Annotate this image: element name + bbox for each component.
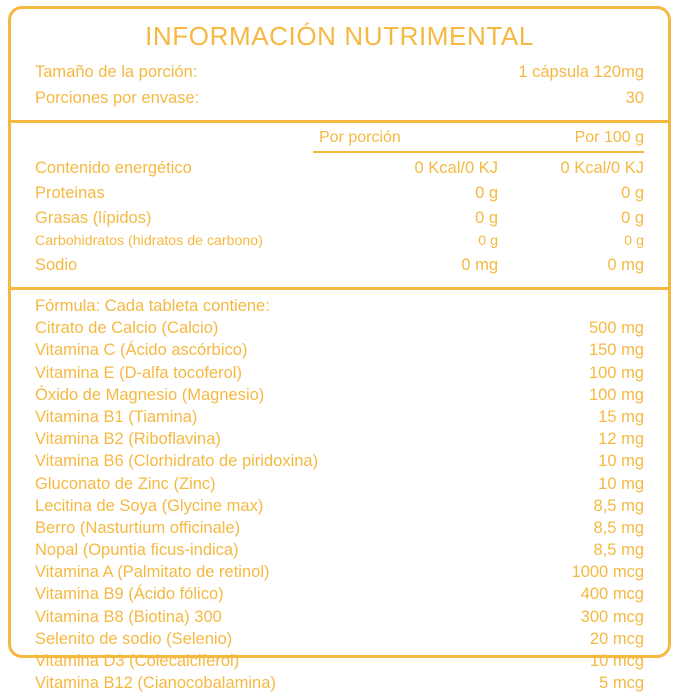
list-item xyxy=(35,583,644,605)
ingredient-amount: 100 mg xyxy=(588,363,644,382)
nutrient-per-100g: 0 g xyxy=(621,209,644,228)
nutrition-table xyxy=(11,129,668,278)
ingredient-name: Nopal (Opuntia ficus-indica) xyxy=(35,541,239,560)
nutrition-header-blank xyxy=(35,129,313,153)
ingredient-name: Vitamina D3 (Colecalciferol) xyxy=(35,652,240,671)
list-item xyxy=(35,539,644,561)
page-title: INFORMACIÓN NUTRIMENTAL xyxy=(145,21,534,51)
ingredient-name: Óxido de Magnesio (Magnesio) xyxy=(35,385,265,404)
table-row xyxy=(35,206,644,231)
ingredient-amount: 12 mg xyxy=(598,430,644,449)
nutrition-facts-panel xyxy=(8,6,671,693)
nutrient-per-serving: 0 Kcal/0 KJ xyxy=(414,159,498,178)
ingredient-amount: 8,5 mg xyxy=(593,541,644,560)
table-row xyxy=(35,156,644,181)
nutrient-per-serving: 0 g xyxy=(475,209,498,228)
ingredient-name: Vitamina B12 (Cianocobalamina) xyxy=(35,674,276,693)
ingredient-amount: 10 mg xyxy=(598,474,644,493)
servings-per-container-row xyxy=(35,86,644,112)
divider-top xyxy=(11,120,668,123)
list-item xyxy=(35,384,644,406)
nutrient-per-100g: 0 mg xyxy=(607,255,644,274)
list-item xyxy=(35,450,644,472)
table-row xyxy=(35,253,644,278)
ingredient-name: Vitamina E (D-alfa tocoferol) xyxy=(35,363,242,382)
ingredient-name: Citrato de Calcio (Calcio) xyxy=(35,319,219,338)
ingredient-name: Vitamina B8 (Biotina) 300 xyxy=(35,607,222,626)
list-item xyxy=(35,606,644,628)
serving-size-label: Tamaño de la porción: xyxy=(35,63,198,81)
nutrition-header-per-serving: Por porción xyxy=(313,129,504,153)
nutrient-name: Sodio xyxy=(35,255,78,274)
ingredient-name: Vitamina B2 (Riboflavina) xyxy=(35,430,221,449)
ingredient-amount: 10 mcg xyxy=(589,652,644,671)
ingredient-amount: 400 mcg xyxy=(580,585,644,604)
nutrition-table-header xyxy=(35,129,644,156)
ingredient-name: Vitamina B1 (Tiamina) xyxy=(35,407,198,426)
ingredient-name: Lecitina de Soya (Glycine max) xyxy=(35,496,264,515)
ingredient-amount: 20 mcg xyxy=(589,629,644,648)
nutrient-per-serving: 0 g xyxy=(475,184,498,203)
nutrient-name: Proteinas xyxy=(35,184,105,203)
list-item xyxy=(35,317,644,339)
list-item xyxy=(35,517,644,539)
nutrition-header-per-100g: Por 100 g xyxy=(504,129,644,153)
ingredient-name: Vitamina B6 (Clorhidrato de piridoxina) xyxy=(35,452,319,471)
divider-bottom xyxy=(11,287,668,290)
servings-per-container-value: 30 xyxy=(625,88,644,107)
nutrient-name: Carbohidratos (hidratos de carbono) xyxy=(35,233,263,250)
list-item xyxy=(35,406,644,428)
list-item xyxy=(35,561,644,583)
nutrient-name: Contenido energético xyxy=(35,159,192,178)
list-item xyxy=(35,650,644,672)
ingredient-name: Berro (Nasturtium officinale) xyxy=(35,518,241,537)
ingredient-name: Vitamina A (Palmitato de retinol) xyxy=(35,563,270,582)
ingredient-amount: 5 mcg xyxy=(599,674,644,693)
formula-section xyxy=(11,295,668,694)
list-item xyxy=(35,362,644,384)
ingredient-amount: 1000 mcg xyxy=(571,563,644,582)
list-item xyxy=(35,495,644,517)
ingredient-amount: 100 mg xyxy=(588,385,644,404)
list-item xyxy=(35,473,644,495)
ingredient-amount: 500 mg xyxy=(588,319,644,338)
ingredient-amount: 300 mcg xyxy=(580,607,644,626)
ingredient-name: Vitamina C (Ácido ascórbico) xyxy=(35,341,248,360)
servings-per-container-label: Porciones por envase: xyxy=(35,88,200,107)
ingredient-name: Vitamina B9 (Ácido fólico) xyxy=(35,585,224,604)
ingredient-amount: 8,5 mg xyxy=(593,496,644,515)
list-item xyxy=(35,628,644,650)
list-item xyxy=(35,672,644,694)
ingredient-amount: 10 mg xyxy=(598,452,644,471)
ingredient-amount: 15 mg xyxy=(598,407,644,426)
nutrient-per-100g: 0 Kcal/0 KJ xyxy=(560,159,644,178)
ingredient-name: Selenito de sodio (Selenio) xyxy=(35,629,233,648)
ingredient-amount: 8,5 mg xyxy=(593,518,644,537)
nutrient-name: Grasas (lípidos) xyxy=(35,209,152,228)
serving-size-row xyxy=(35,60,644,86)
nutrient-per-serving: 0 mg xyxy=(461,255,498,274)
nutrient-per-100g: 0 g xyxy=(624,233,644,250)
serving-info xyxy=(11,60,668,111)
list-item xyxy=(35,339,644,361)
formula-heading-row xyxy=(35,295,644,317)
table-row xyxy=(35,231,644,253)
ingredient-amount: 150 mg xyxy=(588,341,644,360)
table-row xyxy=(35,181,644,206)
serving-size-value: 1 cápsula 120mg xyxy=(518,63,644,81)
nutrient-per-serving: 0 g xyxy=(478,233,498,250)
ingredient-name: Gluconato de Zinc (Zinc) xyxy=(35,474,216,493)
formula-heading: Fórmula: Cada tableta contiene: xyxy=(35,297,270,316)
list-item xyxy=(35,428,644,450)
nutrient-per-100g: 0 g xyxy=(621,184,644,203)
